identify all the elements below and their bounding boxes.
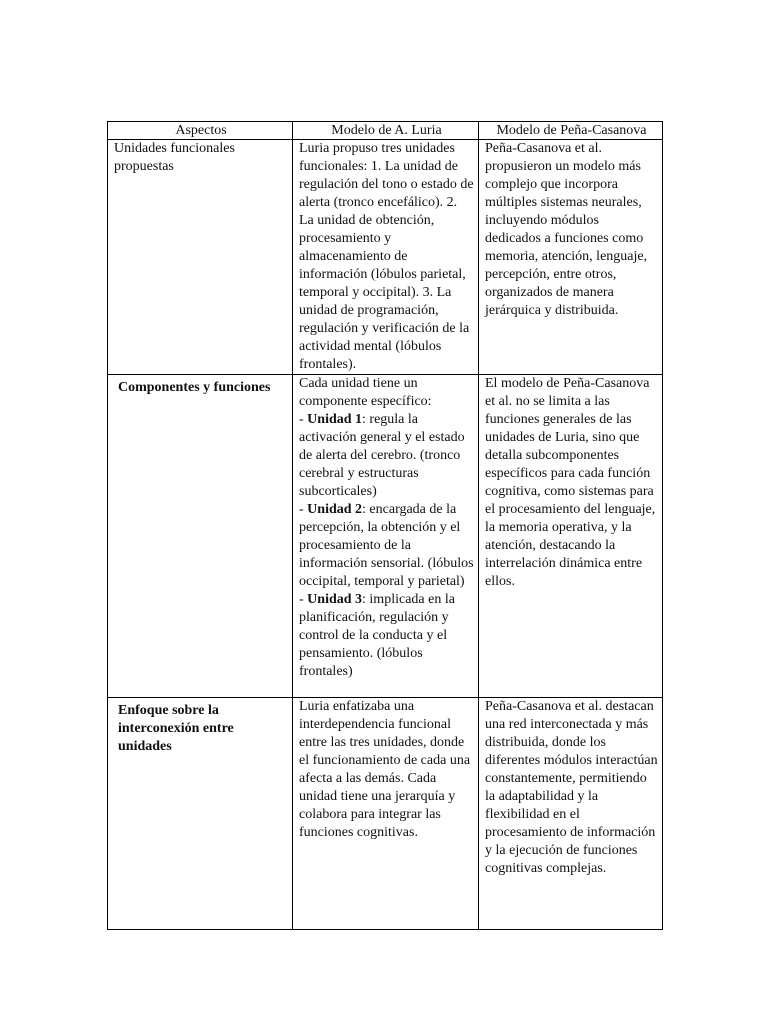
pena-cell: El modelo de Peña-Casanova et al. no se limita a las funciones generales de las unidades de Luria, sino que detalla subcomponentes específicos para cada función cognitiva, como sistemas para el procesamiento del lenguaje, la memoria operativa, y la atención, destacando la interrelación dinámica entre ellos. bbox=[479, 375, 663, 698]
header-luria: Modelo de A. Luria bbox=[293, 122, 479, 140]
aspect-cell bbox=[108, 698, 293, 930]
pena-cell: Peña-Casanova et al. propusieron un modelo más complejo que incorpora múltiples sistemas neurales, incluyendo módulos dedicados a funciones como memoria, atención, lenguaje, percepción, entre otros, organizados de manera jerárquica y distribuida. bbox=[479, 140, 663, 375]
table-header-row bbox=[108, 122, 663, 140]
aspect-label: Unidades funcionales propuestas bbox=[114, 141, 235, 174]
luria-intro: Cada unidad tiene un componente específico: bbox=[299, 376, 432, 409]
table-row bbox=[108, 375, 663, 698]
unit-1-text: : regula la activación general y el estado de alerta del cerebro. (tronco cerebral y estructuras subcorticales) bbox=[299, 412, 465, 499]
aspect-label: Enfoque sobre la interconexión entre unidades bbox=[118, 703, 234, 754]
unit-1-line bbox=[299, 411, 474, 501]
bullet-dash: - bbox=[299, 502, 308, 517]
table-row bbox=[108, 140, 663, 375]
pena-cell: Peña-Casanova et al. destacan una red interconectada y más distribuida, donde los diferentes módulos interactúan constantemente, permitiendo la adaptabilidad y la flexibilidad en el procesamiento de información y la ejecución de funciones cognitivas complejas. bbox=[479, 698, 663, 930]
header-pena-casanova: Modelo de Peña-Casanova bbox=[479, 122, 663, 140]
unit-3-line bbox=[299, 591, 474, 681]
header-aspectos: Aspectos bbox=[108, 122, 293, 140]
bullet-dash: - bbox=[299, 592, 308, 607]
unit-3-text: : implicada en la planificación, regulación y control de la conducta y el pensamiento. (lóbulos frontales) bbox=[299, 592, 455, 679]
luria-cell: Luria propuso tres unidades funcionales: 1. La unidad de regulación del tono o estado de alerta (tronco encefálico). 2. La unidad de obtención, procesamiento y almacenamiento de información (lóbulos parietal, temporal y occipital). 3. La unidad de programación, regulación y verificación de la actividad mental (lóbulos frontales). bbox=[293, 140, 479, 375]
unit-2-line bbox=[299, 501, 474, 591]
comparison-table bbox=[107, 121, 663, 930]
aspect-label: Componentes y funciones bbox=[118, 380, 271, 395]
unit-2-name: Unidad 2 bbox=[307, 502, 363, 517]
aspect-cell bbox=[108, 375, 293, 698]
bullet-dash: - bbox=[299, 412, 308, 427]
unit-3-name: Unidad 3 bbox=[307, 592, 363, 607]
aspect-cell bbox=[108, 140, 293, 375]
luria-cell: Luria enfatizaba una interdependencia funcional entre las tres unidades, donde el funcionamiento de cada una afecta a las demás. Cada unidad tiene una jerarquía y colabora para integrar las funciones cognitivas. bbox=[293, 698, 479, 930]
unit-1-name: Unidad 1 bbox=[307, 412, 363, 427]
unit-2-text: : encargada de la percepción, la obtención y el procesamiento de la información sensorial. (lóbulos occipital, temporal y parietal) bbox=[299, 502, 474, 589]
table-row bbox=[108, 698, 663, 930]
luria-cell bbox=[293, 375, 479, 698]
